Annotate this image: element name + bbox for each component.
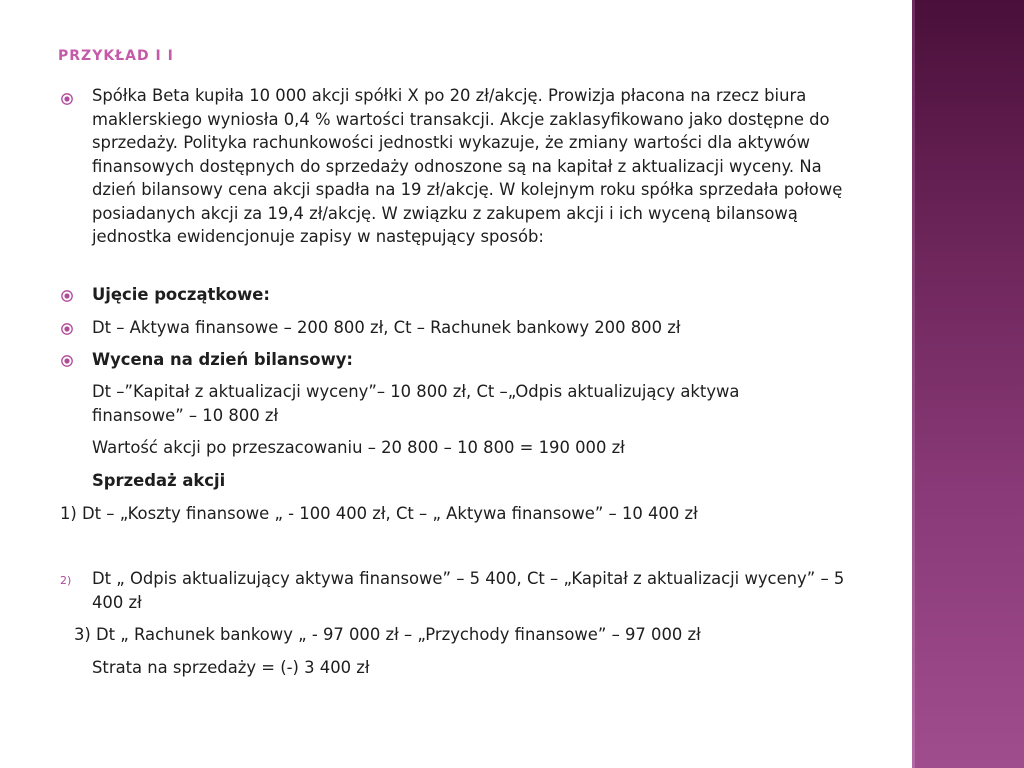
entry-initial: Dt – Aktywa finansowe – 200 800 zł, Ct – Rachunek bankowy 200 800 zł xyxy=(92,318,681,337)
entry-sale-1: 1) Dt – „Koszty finansowe „ - 100 400 zł, Ct – „ Aktywa finansowe” – 10 400 zł xyxy=(60,504,698,523)
entry-valuation: Dt –”Kapitał z aktualizacji wyceny”– 10 800 zł, Ct –„Odpis aktualizujący aktywa finansowe” – 10 800 zł xyxy=(92,382,740,425)
side-decor-panel xyxy=(912,0,1024,768)
paragraph-problem: Spółka Beta kupiła 10 000 akcji spółki X po 20 zł/akcję. Prowizja płacona na rzecz biura maklerskiego wyniosła 0,4 % wartości transakcji. Akcje zaklasyfikowano jako dostępne do sprzedaży. Polityka rachunkowości jednostki wykazuje, że zmiany wartości dla aktywów finansowych dostępnych do sprzedaży odnoszone są na kapitał z aktualizacji wyceny. Na dzień bilansowy cena akcji spadła na 19 zł/akcję. W kolejnym roku spółka sprzedała połowę posiadanych akcji za 19,4 zł/akcję. W związku z zakupem akcji i ich wyceną bilansową jednostka ewidencjonuje zapisy w następujący sposób: xyxy=(92,86,843,246)
heading-sale: Sprzedaż akcji xyxy=(92,471,226,490)
bullet-icon xyxy=(60,322,74,336)
slide-title: PRZYKŁAD I I xyxy=(58,48,174,64)
bullet-icon xyxy=(60,289,74,303)
bullet-icon xyxy=(60,92,74,106)
bullet-icon xyxy=(60,354,74,368)
heading-initial-recognition: Ujęcie początkowe: xyxy=(92,285,270,304)
entry-sale-3: 3) Dt „ Rachunek bankowy „ - 97 000 zł – „Przychody finansowe” – 97 000 zł xyxy=(74,625,701,644)
side-decor-edge xyxy=(912,0,915,768)
entry-revaluation-value: Wartość akcji po przeszacowaniu – 20 800 – 10 800 = 190 000 zł xyxy=(92,438,625,457)
entry-sale-2: Dt „ Odpis aktualizujący aktywa finansowe” – 5 400, Ct – „Kapitał z aktualizacji wyceny” – 5 400 zł xyxy=(92,569,845,612)
entry-loss: Strata na sprzedaży = (-) 3 400 zł xyxy=(92,658,370,677)
list-marker-2: 2) xyxy=(60,574,72,587)
heading-balance-valuation: Wycena na dzień bilansowy: xyxy=(92,350,353,369)
